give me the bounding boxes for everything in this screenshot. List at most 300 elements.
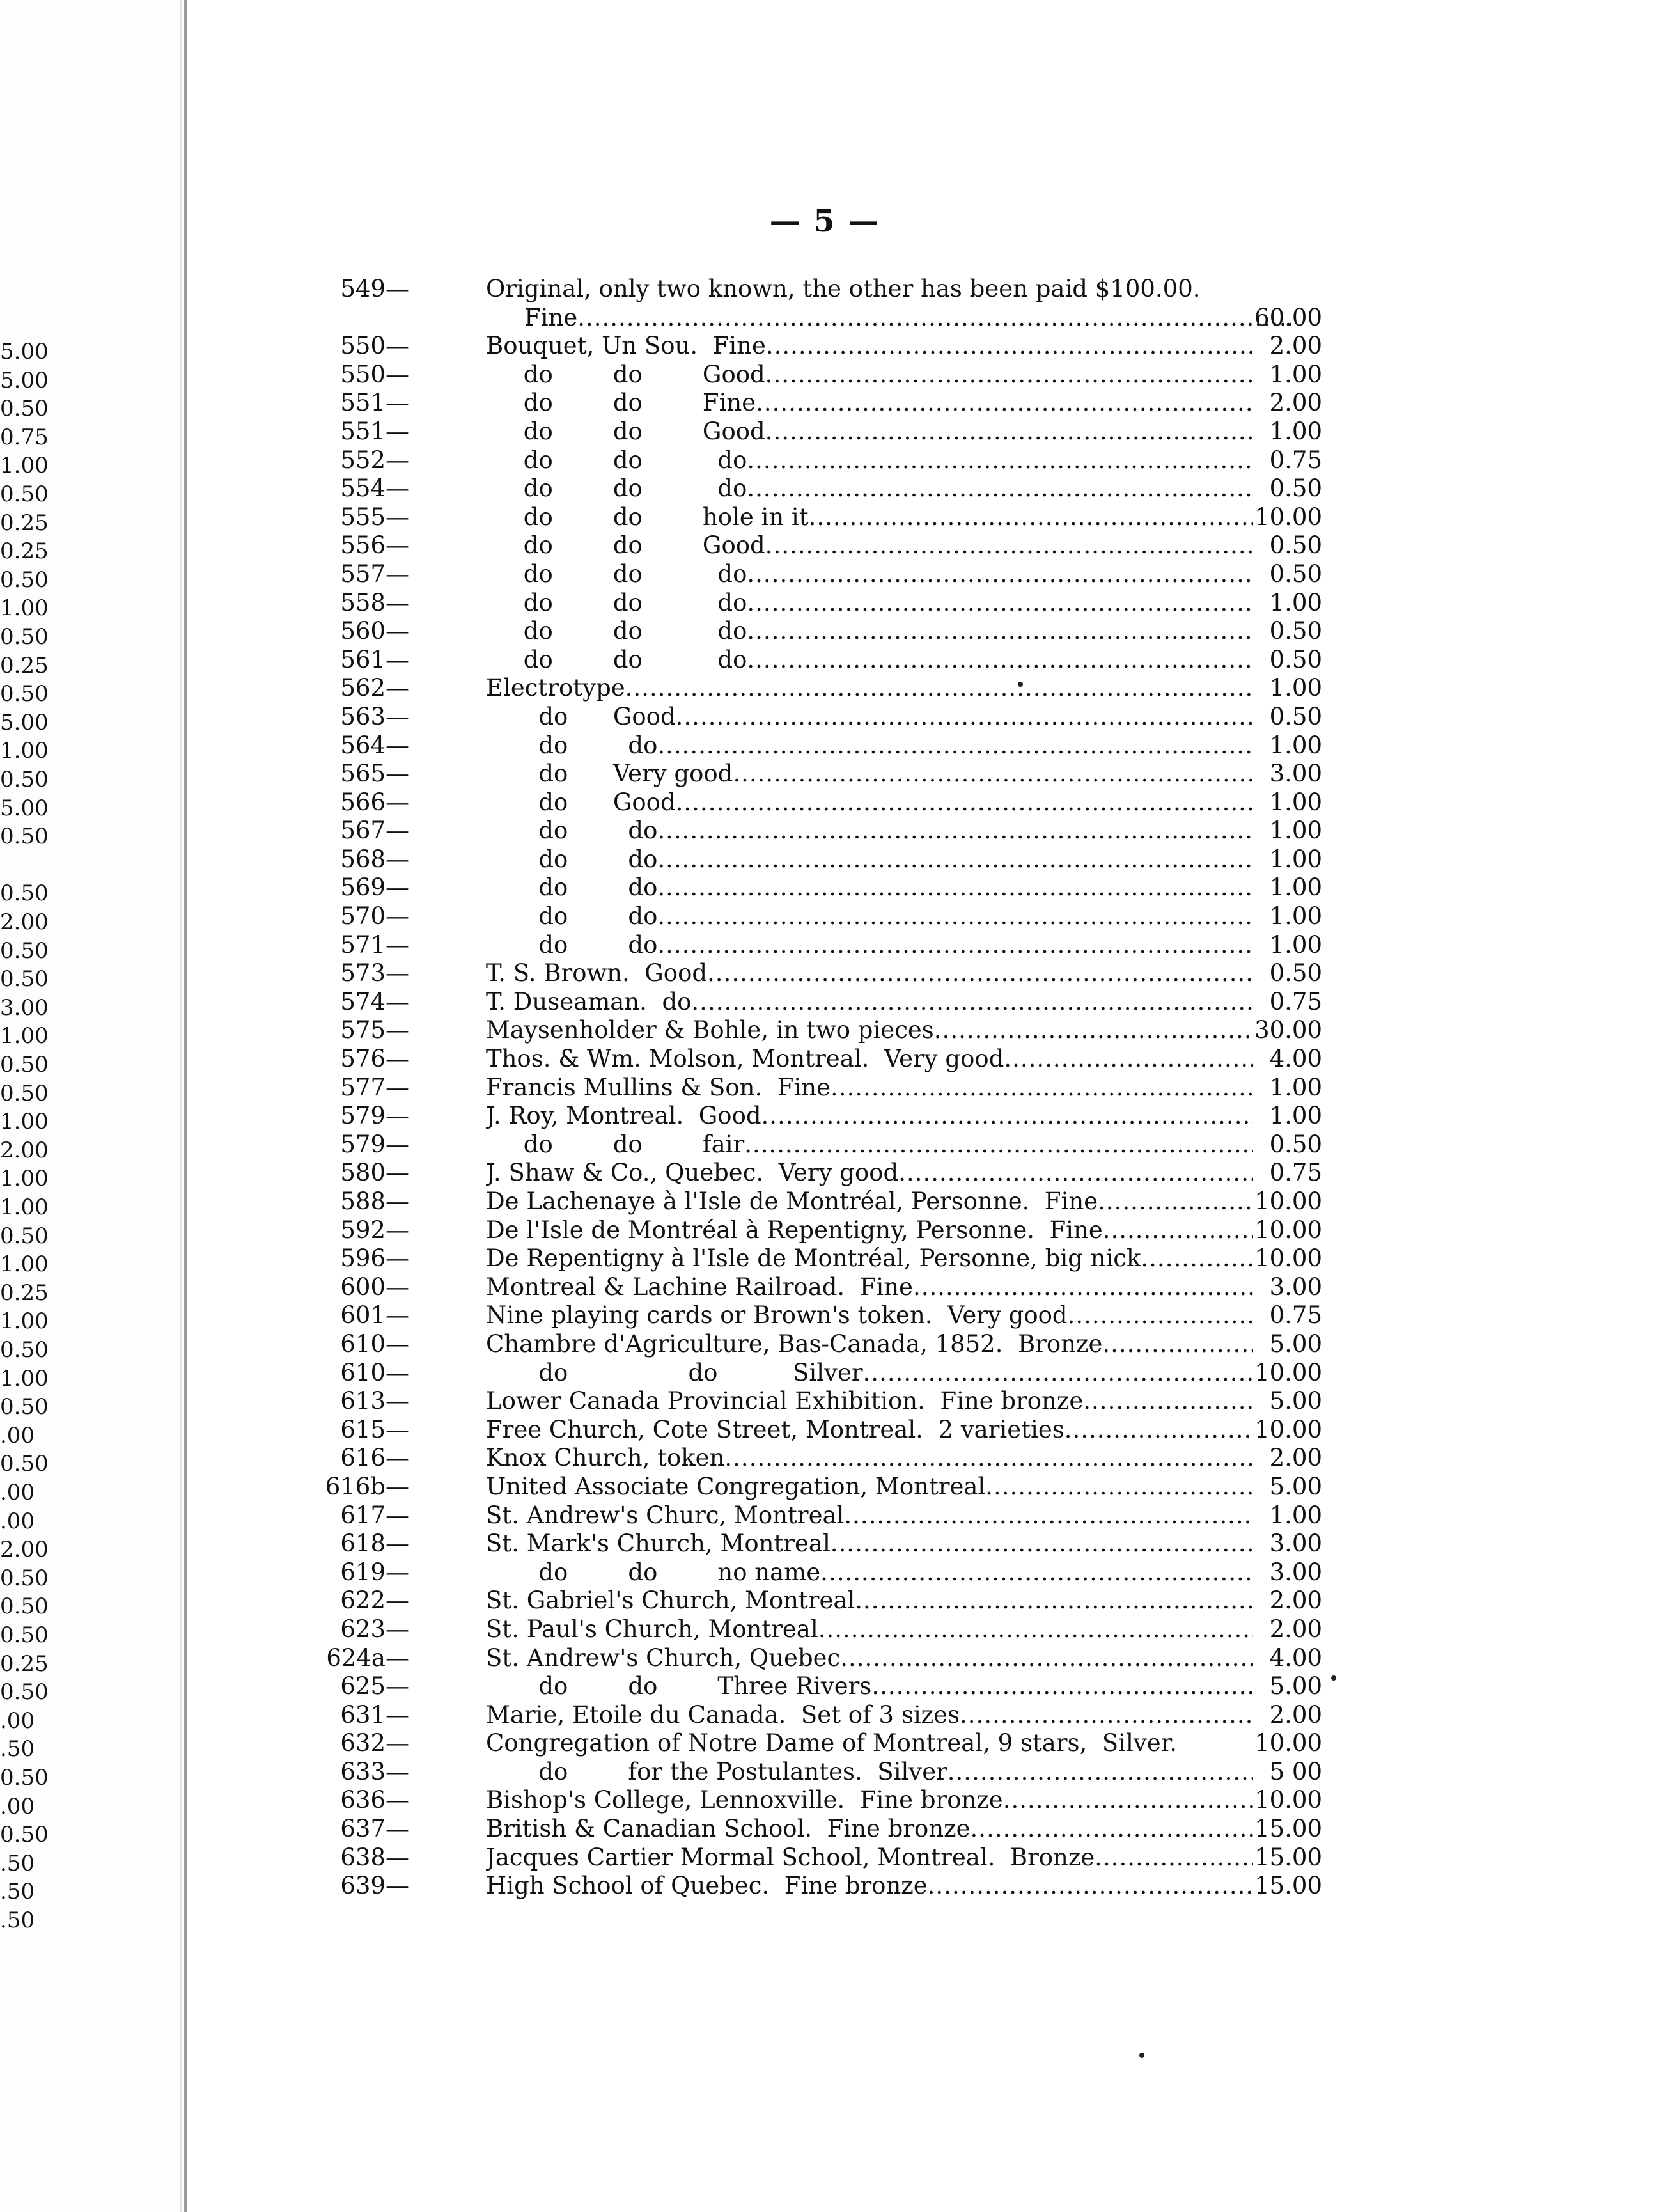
item-description: De Lachenaye à l'Isle de Montréal, Personne. Fine [486, 1188, 1098, 1215]
item-price: 0.50 [1269, 645, 1322, 673]
item-description-line [486, 1387, 1253, 1416]
previous-page-price: 5.00 [0, 795, 49, 821]
previous-page-price: .50 [0, 1736, 35, 1762]
previous-page-price: 0.50 [0, 1451, 49, 1477]
item-number: 579— [340, 1130, 409, 1158]
item-number: 610— [340, 1330, 409, 1358]
item-description: do do Good [486, 417, 765, 445]
item-description-line [486, 646, 1253, 675]
dot-leader [747, 446, 1253, 475]
item-price: 0.75 [1269, 446, 1322, 474]
item-number: 623— [340, 1615, 409, 1643]
previous-page-price: 2.00 [0, 1137, 49, 1163]
item-price: 60.00 [1254, 303, 1322, 331]
item-description-line [486, 1615, 1253, 1644]
list-item [300, 732, 1349, 760]
dot-leader [840, 1644, 1253, 1673]
item-number: 562— [340, 674, 409, 702]
item-price: 10.00 [1254, 1729, 1322, 1757]
dot-leader [707, 959, 1253, 988]
item-description-line [486, 988, 1253, 1017]
previous-page-price: 0.25 [0, 538, 49, 565]
item-price: 0.50 [1269, 959, 1322, 987]
dot-leader [928, 1872, 1253, 1901]
item-number: 617— [340, 1501, 409, 1529]
previous-page-price: 0.50 [0, 681, 49, 707]
previous-page-price: 0.50 [0, 1765, 49, 1791]
list-item [300, 531, 1349, 560]
item-description: do do no name [486, 1558, 821, 1586]
item-price: 1.00 [1269, 674, 1322, 702]
list-item [300, 1074, 1349, 1102]
item-description-line [486, 1359, 1253, 1388]
item-price: 0.50 [1269, 531, 1322, 560]
item-description: Fine [524, 303, 578, 331]
item-price: 10.00 [1254, 1786, 1322, 1814]
item-description: do do [486, 874, 658, 902]
item-description-line [486, 874, 1253, 902]
dot-leader [913, 1273, 1253, 1302]
item-description-line [486, 560, 1253, 589]
page-fold-line [184, 0, 187, 2212]
item-description: United Associate Congregation, Montreal [486, 1472, 986, 1500]
previous-page-price: 2.00 [0, 1537, 49, 1563]
previous-page-price: 0.50 [0, 824, 49, 850]
item-price: 1.00 [1269, 1102, 1322, 1130]
previous-page-price: 0.25 [0, 510, 49, 536]
item-description: do do [486, 817, 658, 845]
dot-leader [1095, 1844, 1253, 1872]
item-price: 2.00 [1269, 1615, 1322, 1643]
list-item [300, 1045, 1349, 1074]
item-number: 618— [340, 1530, 409, 1558]
item-price: 1.00 [1269, 902, 1322, 930]
dot-leader [947, 1758, 1253, 1787]
dot-leader [747, 617, 1253, 646]
item-number: 555— [340, 503, 409, 531]
list-item [300, 674, 1349, 703]
previous-page-price: 0.50 [0, 1223, 49, 1249]
dot-leader [818, 1615, 1253, 1644]
previous-page-price: .50 [0, 1850, 35, 1876]
list-item [300, 959, 1349, 988]
item-description: Knox Church, token [486, 1444, 725, 1472]
previous-page-price: 0.50 [0, 624, 49, 650]
dot-leader [985, 1473, 1253, 1502]
dot-leader [657, 817, 1253, 845]
dot-leader [577, 304, 1291, 333]
list-item [300, 446, 1349, 475]
previous-page-price: .00 [0, 1707, 35, 1734]
dot-leader [1102, 1330, 1253, 1359]
item-price: 1.00 [1269, 417, 1322, 445]
item-description: do do do [486, 446, 747, 474]
item-description: do do Good [486, 531, 765, 560]
item-price: 30.00 [1254, 1016, 1322, 1044]
item-number: 558— [340, 588, 409, 616]
list-item [300, 874, 1349, 902]
item-price: 10.00 [1254, 503, 1322, 531]
item-description: Electrotype [486, 674, 625, 702]
item-number: 570— [340, 902, 409, 930]
list-item [300, 1587, 1349, 1615]
dot-leader [809, 503, 1253, 532]
item-description: Free Church, Cote Street, Montreal. 2 varieties [486, 1415, 1064, 1443]
item-price: 1.00 [1269, 788, 1322, 816]
item-description-line [486, 1188, 1253, 1216]
previous-page-price: 0.50 [0, 937, 49, 964]
item-price: 1.00 [1269, 1073, 1322, 1101]
item-description: do do do [486, 588, 747, 616]
item-number: 632— [340, 1729, 409, 1757]
item-number: 625— [340, 1672, 409, 1700]
item-price: 1.00 [1269, 360, 1322, 388]
item-number: 615— [340, 1415, 409, 1443]
previous-page-price: 0.50 [0, 767, 49, 792]
dot-leader [761, 1102, 1253, 1131]
dot-leader [863, 1359, 1253, 1388]
dot-leader [625, 674, 1253, 703]
item-description: De l'Isle de Montréal à Repentigny, Personne. Fine [486, 1216, 1103, 1244]
dot-leader [1068, 1301, 1253, 1330]
item-description-line [486, 361, 1253, 389]
previous-page-price: 0.50 [0, 1679, 49, 1706]
item-price: 15.00 [1254, 1872, 1322, 1900]
item-description: Montreal & Lachine Railroad. Fine [486, 1273, 913, 1301]
previous-page-price: 1.00 [0, 1308, 49, 1335]
item-description-line [486, 1530, 1253, 1558]
dot-leader [1103, 1216, 1253, 1245]
dot-leader [855, 1587, 1253, 1615]
item-description: do do [486, 930, 658, 959]
dot-leader [676, 788, 1253, 817]
previous-page-price: 5.00 [0, 339, 49, 365]
item-description-line [486, 589, 1253, 618]
item-description: Francis Mullins & Son. Fine [486, 1073, 831, 1101]
dot-leader [844, 1502, 1253, 1530]
list-item [300, 845, 1349, 874]
item-description-line [486, 1273, 1253, 1302]
list-item [300, 389, 1349, 418]
item-number: 613— [340, 1387, 409, 1415]
previous-page-price: 0.25 [0, 1280, 49, 1306]
item-description: do do Three Rivers [486, 1672, 872, 1700]
dot-leader [657, 902, 1253, 931]
list-item [300, 931, 1349, 960]
item-price: 2.00 [1269, 389, 1322, 417]
dot-leader [657, 845, 1253, 874]
previous-page-price: 5.00 [0, 367, 49, 393]
item-number: 551— [340, 389, 409, 417]
item-description-line [486, 1216, 1253, 1245]
previous-page-price: 0.50 [0, 1080, 49, 1106]
previous-page-price: 0.50 [0, 881, 49, 907]
item-description-line [486, 959, 1253, 988]
previous-page-price: 1.00 [0, 1109, 49, 1135]
dot-leader [830, 1074, 1253, 1102]
list-item [300, 475, 1349, 503]
item-description: T. S. Brown. Good [486, 959, 708, 987]
dot-leader [747, 475, 1253, 503]
item-price: 1.00 [1269, 874, 1322, 902]
item-number: 622— [340, 1587, 409, 1615]
item-number: 616— [340, 1444, 409, 1472]
list-item [300, 1615, 1349, 1644]
item-description-line [486, 1159, 1253, 1188]
item-price: 5.00 [1269, 1672, 1322, 1700]
list-item [300, 1301, 1349, 1330]
item-number: 564— [340, 731, 409, 759]
item-number: 577— [340, 1073, 409, 1101]
item-description: Congregation of Notre Dame of Montreal, 9 stars, Silver. [486, 1729, 1178, 1757]
dot-leader [765, 418, 1253, 446]
dot-leader [747, 589, 1253, 618]
list-item [300, 1188, 1349, 1216]
previous-page-price: .00 [0, 1508, 35, 1534]
item-description: do do fair [486, 1130, 745, 1158]
list-item [300, 1273, 1349, 1302]
item-number: 624a— [326, 1643, 409, 1672]
item-price: 0.50 [1269, 475, 1322, 503]
item-description: British & Canadian School. Fine bronze [486, 1815, 971, 1843]
item-number: 619— [340, 1558, 409, 1586]
item-number: 616b— [325, 1472, 409, 1500]
ink-speck [1018, 682, 1023, 687]
item-description-line [486, 1672, 1253, 1701]
item-description: T. Duseaman. do [486, 987, 692, 1016]
item-number: 561— [340, 645, 409, 673]
list-item [300, 304, 1349, 333]
list-item [300, 1786, 1349, 1815]
item-price: 1.00 [1269, 845, 1322, 873]
previous-page-price: 0.50 [0, 1052, 49, 1078]
item-description-line [486, 1644, 1253, 1673]
item-description-line [486, 1729, 1253, 1758]
list-item [300, 503, 1349, 532]
list-item [300, 1330, 1349, 1359]
list-item [300, 1872, 1349, 1901]
previous-page-price: 0.50 [0, 1594, 49, 1620]
item-number: 574— [340, 987, 409, 1016]
list-item [300, 560, 1349, 589]
item-price: 3.00 [1269, 760, 1322, 788]
previous-page-price: 0.50 [0, 396, 49, 422]
previous-page-price: 5.00 [0, 709, 49, 735]
item-description-line [486, 1416, 1253, 1445]
item-number: 556— [340, 531, 409, 560]
item-price: 1.00 [1269, 588, 1322, 616]
item-price: 1.00 [1269, 930, 1322, 959]
item-number: 571— [340, 930, 409, 959]
item-price: 15.00 [1254, 1843, 1322, 1871]
item-number: 554— [340, 475, 409, 503]
item-price: 0.50 [1269, 702, 1322, 730]
previous-page-price: 1.00 [0, 738, 49, 764]
item-price: 4.00 [1269, 1643, 1322, 1672]
item-number: 631— [340, 1700, 409, 1729]
previous-page-price: 0.50 [0, 1394, 49, 1420]
ink-speck [1331, 1675, 1336, 1681]
item-description: do do Good [486, 360, 765, 388]
item-description: do do hole in it [486, 503, 809, 531]
item-description-line [486, 617, 1253, 646]
dot-leader [691, 988, 1253, 1017]
item-number: 550— [340, 332, 409, 360]
item-description: St. Paul's Church, Montreal [486, 1615, 818, 1643]
list-item [300, 760, 1349, 788]
item-description-line [486, 1102, 1253, 1131]
item-number: 588— [340, 1188, 409, 1215]
previous-page-price: 0.25 [0, 1651, 49, 1677]
item-description-line [486, 1074, 1253, 1102]
item-description: do Good [486, 788, 676, 816]
previous-page-price: 1.00 [0, 1166, 49, 1192]
item-price: 5 00 [1269, 1757, 1322, 1785]
item-description: High School of Quebec. Fine bronze [486, 1872, 928, 1900]
previous-page-price: 0.50 [0, 1565, 49, 1591]
item-description-line [486, 845, 1253, 874]
item-description-line [486, 703, 1253, 732]
item-description: J. Shaw & Co., Quebec. Very good [486, 1159, 899, 1187]
list-item [300, 1530, 1349, 1558]
item-description: Lower Canada Provincial Exhibition. Fine bronze [486, 1387, 1084, 1415]
page-number: — 5 — [769, 203, 880, 239]
item-number: 579— [340, 1102, 409, 1130]
item-number: 600— [340, 1273, 409, 1301]
item-price: 10.00 [1254, 1188, 1322, 1215]
item-number: 580— [340, 1159, 409, 1187]
item-price: 2.00 [1269, 1587, 1322, 1615]
item-description-line [486, 531, 1253, 560]
previous-page-price: 0.50 [0, 966, 49, 992]
list-item [300, 1844, 1349, 1872]
item-description: Jacques Cartier Mormal School, Montreal. Bronze [486, 1843, 1095, 1871]
previous-page-price: 1.00 [0, 1195, 49, 1220]
item-description-line [486, 304, 1291, 333]
item-number: 573— [340, 959, 409, 987]
item-description-line [486, 1444, 1253, 1473]
dot-leader [657, 931, 1253, 960]
item-number: 639— [340, 1872, 409, 1900]
item-description: do do Silver [486, 1358, 863, 1386]
dot-leader [733, 760, 1253, 788]
item-price: 1.00 [1269, 1501, 1322, 1529]
item-description-line [486, 418, 1253, 446]
previous-page-price: .50 [0, 1908, 35, 1933]
item-number: 560— [340, 617, 409, 645]
item-description-line [486, 1131, 1253, 1159]
list-item [300, 817, 1349, 845]
previous-page-price: .50 [0, 1879, 35, 1905]
item-price: 10.00 [1254, 1216, 1322, 1244]
item-price: 5.00 [1269, 1330, 1322, 1358]
previous-page-price: 0.75 [0, 424, 49, 450]
list-item [300, 1102, 1349, 1131]
item-number: 568— [340, 845, 409, 873]
item-description-line [486, 732, 1253, 760]
item-price: 10.00 [1254, 1358, 1322, 1386]
list-item [300, 902, 1349, 931]
dot-leader [724, 1444, 1253, 1473]
item-description: do do [486, 845, 658, 873]
item-number: 575— [340, 1016, 409, 1044]
item-number: 637— [340, 1815, 409, 1843]
item-description: Maysenholder & Bohle, in two pieces [486, 1016, 934, 1044]
item-description-line [486, 817, 1253, 845]
item-description: do Good [486, 702, 676, 730]
previous-page-price: 0.50 [0, 482, 49, 507]
list-item [300, 1558, 1349, 1587]
item-description: do do do [486, 475, 747, 503]
item-description-line [486, 1786, 1253, 1815]
item-number: 549— [340, 275, 409, 302]
list-item [300, 332, 1349, 361]
item-price: 0.75 [1269, 1159, 1322, 1187]
item-number: 552— [340, 446, 409, 474]
item-description: St. Andrew's Churc, Montreal [486, 1501, 845, 1529]
item-description: Bishop's College, Lennoxville. Fine bronze [486, 1786, 1003, 1814]
item-description: St. Andrew's Church, Quebec [486, 1643, 841, 1672]
list-item [300, 1359, 1349, 1388]
item-description: Chambre d'Agriculture, Bas-Canada, 1852. Bronze [486, 1330, 1103, 1358]
previous-page-price: 1.00 [0, 1365, 49, 1392]
dot-leader [766, 332, 1253, 361]
item-price: 0.50 [1269, 560, 1322, 588]
dot-leader [1003, 1786, 1253, 1815]
dot-leader [1004, 1045, 1253, 1074]
item-price: 4.00 [1269, 1045, 1322, 1073]
list-item [300, 1758, 1349, 1787]
previous-page-price: .00 [0, 1793, 35, 1819]
item-description-line [486, 1844, 1253, 1872]
item-number: 566— [340, 788, 409, 816]
previous-page-price: 0.25 [0, 652, 49, 679]
dot-leader [1083, 1387, 1253, 1416]
previous-page-price: 0.50 [0, 1337, 49, 1363]
item-price: 2.00 [1269, 1444, 1322, 1472]
dot-leader [747, 560, 1253, 589]
dot-leader [898, 1159, 1253, 1188]
ink-speck [1139, 2053, 1144, 2058]
item-price: 0.50 [1269, 1130, 1322, 1158]
item-price: 10.00 [1254, 1415, 1322, 1443]
item-description: St. Mark's Church, Montreal [486, 1530, 830, 1558]
item-price: 5.00 [1269, 1387, 1322, 1415]
item-description-line [486, 674, 1253, 703]
item-description: do do do [486, 617, 747, 645]
previous-page-price: 1.00 [0, 453, 49, 479]
item-description-line [486, 503, 1253, 532]
dot-leader [830, 1530, 1253, 1558]
item-description-line [486, 1815, 1253, 1844]
item-price: 3.00 [1269, 1273, 1322, 1301]
item-number: 551— [340, 417, 409, 445]
list-item [300, 646, 1349, 675]
previous-page-price: .00 [0, 1422, 35, 1448]
item-description: do Very good [486, 760, 733, 788]
previous-page-price: .00 [0, 1480, 35, 1505]
list-item [300, 1131, 1349, 1159]
list-item [300, 1387, 1349, 1416]
list-item [300, 1644, 1349, 1673]
dot-leader [676, 703, 1253, 732]
item-number: 592— [340, 1216, 409, 1244]
list-item [300, 1416, 1349, 1445]
page-fold-shadow [180, 0, 182, 2212]
item-description-line [486, 1045, 1253, 1074]
dot-leader [657, 732, 1253, 760]
item-number: 563— [340, 702, 409, 730]
